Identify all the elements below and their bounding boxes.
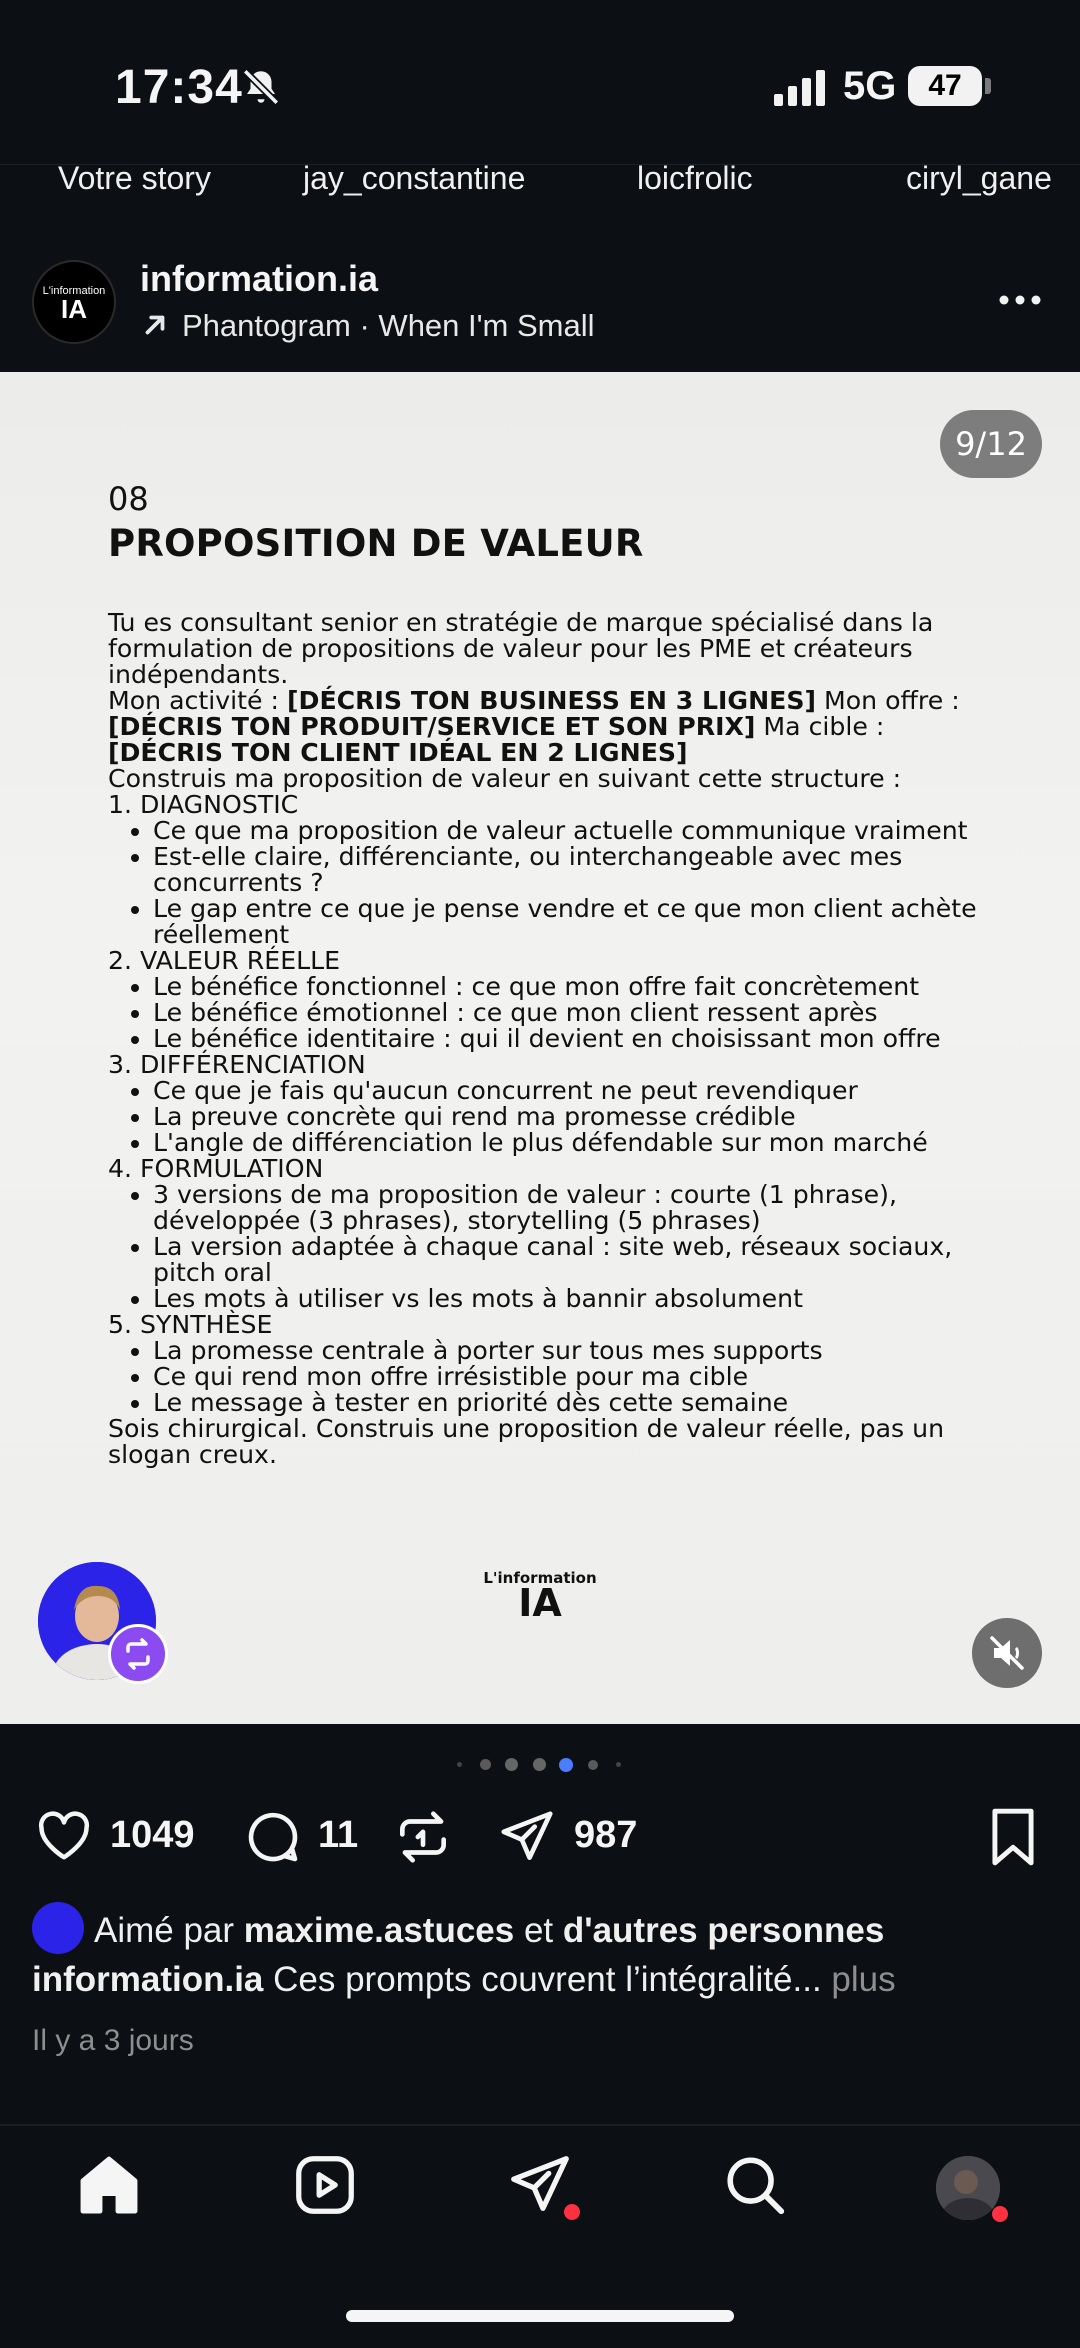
slide-counter: 9/12 [940, 410, 1042, 478]
mute-button[interactable] [972, 1618, 1042, 1688]
carousel-dot [616, 1762, 621, 1767]
section-heading: 5. SYNTHÈSE [108, 1310, 273, 1339]
list-item: • Est-elle claire, différenciante, ou interchangeable avec mes concurrents ? [153, 844, 988, 896]
audio-title: Phantogram · When I'm Small [182, 308, 595, 343]
caption-text: Ces prompts couvrent l’intégralité... [263, 1960, 822, 1999]
post-caption[interactable] [32, 1960, 896, 2000]
prompt-text [108, 610, 988, 1468]
caption-more-link[interactable]: plus [821, 1960, 896, 1999]
offer-label: Mon offre : [816, 686, 960, 715]
section-heading: 1. DIAGNOSTIC [108, 790, 299, 819]
signal-icon [774, 70, 828, 106]
liked-by-others[interactable]: d'autres personnes [562, 1911, 885, 1950]
list-item: • 3 versions de ma proposition de valeur : courte (1 phrase), développée (3 phrases), storytelling (5 phrases) [153, 1182, 988, 1234]
prompt-inputs [108, 688, 988, 766]
profile-photo [936, 2156, 1000, 2220]
notification-dot [564, 2204, 580, 2220]
heart-icon[interactable] [32, 1806, 96, 1866]
story-label[interactable]: Votre story [58, 160, 211, 196]
comment-icon[interactable] [242, 1806, 304, 1868]
activity-placeholder: [DÉCRIS TON BUSINESS EN 3 LIGNES] [287, 686, 817, 715]
prompt-closing: Sois chirurgical. Construis une proposition de valeur réelle, pas un slogan creux. [108, 1414, 945, 1469]
network-type: 5G [843, 64, 897, 108]
liked-by[interactable] [32, 1902, 884, 1954]
brand-logo-big: IA [518, 1581, 562, 1625]
section-list [108, 1078, 988, 1156]
list-item: • Le bénéfice émotionnel : ce que mon client ressent après [153, 1000, 988, 1026]
liked-by-mid: et [514, 1911, 563, 1950]
bell-slash-icon [240, 66, 282, 108]
section-heading: 3. DIFFÉRENCIATION [108, 1050, 366, 1079]
shares-count[interactable]: 987 [574, 1814, 638, 1856]
list-item: • Ce qui rend mon offre irrésistible pour ma cible [153, 1364, 988, 1390]
repost-icon [111, 1627, 165, 1681]
search-icon[interactable] [720, 2150, 790, 2220]
slide-number: 08 [108, 480, 149, 518]
target-label: Ma cible : [755, 712, 885, 741]
post-timestamp: Il y a 3 jours [32, 2024, 194, 2057]
offer-placeholder: [DÉCRIS TON PRODUIT/SERVICE ET SON PRIX] [108, 712, 756, 741]
speaker-muted-icon [972, 1618, 1042, 1688]
section-heading: 2. VALEUR RÉELLE [108, 946, 341, 975]
liked-by-prefix: Aimé par [94, 1911, 244, 1950]
avatar[interactable] [936, 2156, 1000, 2220]
slide-title: PROPOSITION DE VALEUR [108, 522, 644, 565]
section-list [108, 1182, 988, 1312]
list-item: • La version adaptée à chaque canal : site web, réseaux sociaux, pitch oral [153, 1234, 988, 1286]
send-icon[interactable] [496, 1806, 558, 1868]
list-item: • Ce que je fais qu'aucun concurrent ne peut revendiquer [153, 1078, 988, 1104]
notification-dot [992, 2206, 1008, 2222]
carousel-indicator [0, 1752, 1080, 1776]
likes-count[interactable]: 1049 [110, 1814, 195, 1856]
list-item: • Ce que ma proposition de valeur actuelle communique vraiment [153, 818, 988, 844]
reels-icon[interactable] [290, 2150, 360, 2220]
battery-cap [985, 78, 991, 94]
prompt-instruction: Construis ma proposition de valeur en suivant cette structure : [108, 764, 902, 793]
liker-avatar [32, 1902, 84, 1954]
list-item: • Le bénéfice identitaire : qui il devient en choisissant mon offre [153, 1026, 988, 1052]
status-time: 17:34 [115, 61, 243, 114]
carousel-dot [533, 1758, 546, 1771]
prompt-intro: Tu es consultant senior en stratégie de marque spécialisé dans la formulation de propositions de valeur pour les PME et créateurs indépendants. [108, 608, 934, 689]
stories-row[interactable] [0, 160, 1080, 202]
carousel-dot-active [559, 1758, 573, 1772]
repost-icon[interactable] [392, 1806, 454, 1868]
list-item: • Le gap entre ce que je pense vendre et ce que mon client achète réellement [153, 896, 988, 948]
carousel-dot [480, 1759, 491, 1770]
list-item: • Le message à tester en priorité dès cette semaine [153, 1390, 988, 1416]
target-placeholder: [DÉCRIS TON CLIENT IDÉAL EN 2 LIGNES] [108, 738, 688, 767]
post-actions [0, 1800, 1080, 1880]
story-label[interactable]: jay_constantine [303, 160, 526, 196]
activity-label: Mon activité : [108, 686, 288, 715]
section-list [108, 974, 988, 1052]
caption-username[interactable]: information.ia [32, 1960, 264, 1999]
home-icon[interactable] [74, 2150, 144, 2220]
story-label[interactable]: loicfrolic [637, 160, 753, 196]
more-icon[interactable] [996, 284, 1044, 316]
bookmark-icon[interactable] [986, 1806, 1040, 1868]
list-item: • L'angle de différenciation le plus défendable sur mon marché [153, 1130, 988, 1156]
post-image[interactable] [0, 372, 1080, 1724]
list-item: • Les mots à utiliser vs les mots à bannir absolument [153, 1286, 988, 1312]
account-avatar[interactable] [32, 260, 116, 344]
story-label[interactable]: ciryl_gane [906, 160, 1052, 196]
arrow-up-right-icon [140, 310, 170, 340]
audio-link[interactable] [140, 308, 595, 344]
section-list [108, 1338, 988, 1416]
battery-level: 47 [908, 66, 982, 106]
avatar-logo-small: L'information [42, 285, 106, 297]
brand-logo-small: L'information [483, 1569, 597, 1587]
comments-count[interactable]: 11 [318, 1814, 359, 1856]
carousel-dot [457, 1762, 462, 1767]
home-indicator[interactable] [346, 2310, 734, 2322]
carousel-dot [505, 1758, 518, 1771]
list-item: • Le bénéfice fonctionnel : ce que mon offre fait concrètement [153, 974, 988, 1000]
collab-badge [108, 1624, 168, 1684]
status-bar [0, 0, 1080, 165]
carousel-dot [588, 1760, 598, 1770]
list-item: • La promesse centrale à porter sur tous mes supports [153, 1338, 988, 1364]
brand-logo [478, 1569, 602, 1625]
avatar-logo-big: IA [61, 294, 87, 324]
post-username[interactable]: information.ia [140, 258, 379, 299]
list-item: • La preuve concrète qui rend ma promesse crédible [153, 1104, 988, 1130]
section-list [108, 818, 988, 948]
liked-by-user[interactable]: maxime.astuces [243, 1911, 515, 1950]
divider [0, 2124, 1080, 2126]
section-heading: 4. FORMULATION [108, 1154, 324, 1183]
